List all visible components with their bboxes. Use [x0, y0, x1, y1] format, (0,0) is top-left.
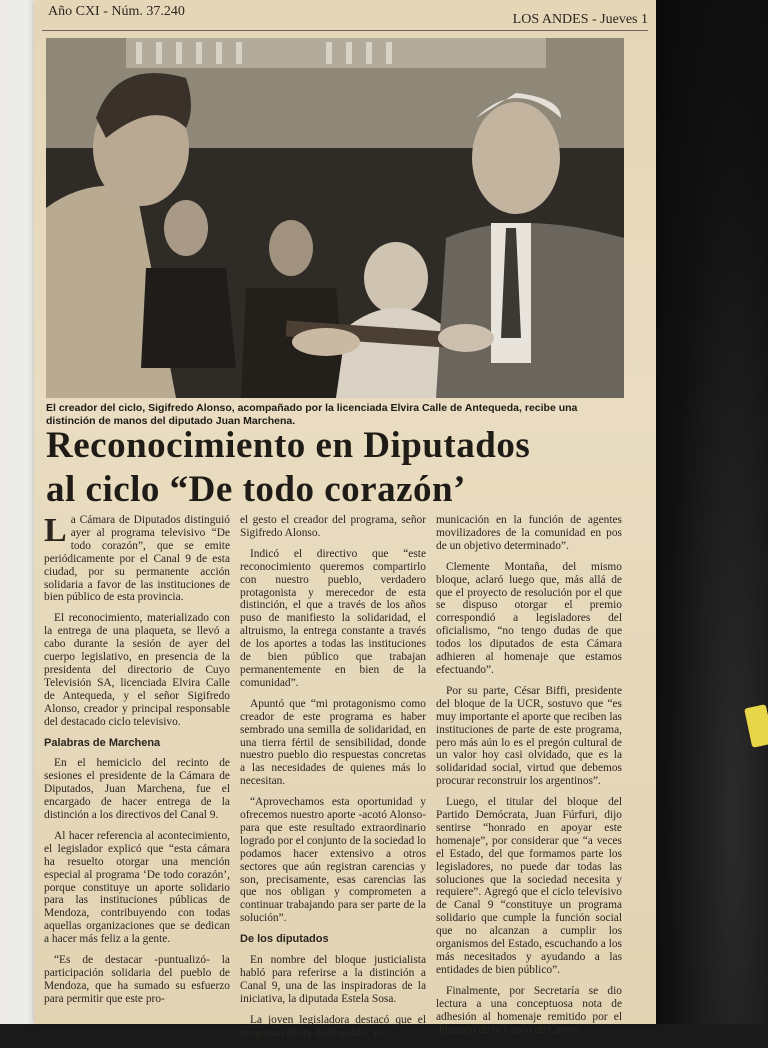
- headline-line-1: Reconocimiento en Diputados: [46, 425, 531, 466]
- paragraph: “Es de destacar -puntualizó- la participación solidaria del pueblo de Mendoza, que ha sumado su esfuerzo para permitir que este pro-: [44, 954, 230, 1005]
- paragraph: [44, 514, 230, 604]
- masthead: [48, 2, 648, 27]
- newspaper-name: LOS ANDES - Jueves 1: [512, 12, 648, 27]
- news-photo: [46, 38, 624, 398]
- article-column-1: [44, 514, 230, 1014]
- dark-background: [655, 0, 768, 1024]
- article-column-3: [436, 514, 622, 1044]
- paragraph: Indicó el directivo que “este reconocimiento queremos compartirlo con nuestro pueblo, verdadero protagonista y merecedor de esta distinción, el que a través de los años puso de manifiesto la solidaridad, el altruismo, la entrega constante a través de los aportes a todas las instituciones de bien público que trabajan permanentemente en bien de la comunidad”.: [240, 547, 426, 689]
- paragraph-text: a Cámara de Diputados distinguió ayer al programa televisivo “De todo corazón”, que se emite periódicamente por el Canal 9 de esta ciudad, por su permanente acción solidaria a favor de las instituciones de bien público de esta provincia.: [44, 514, 230, 604]
- headline: [46, 424, 646, 512]
- paragraph: “Aprovechamos esta oportunidad y ofrecemos nuestro aporte -acotó Alonso- para que este resultado extraordinario logrado por el conjunto de la sociedad lo podamos hacer extensivo a otros sectores que aún registran carencias y son, precisamente, esas carencias las que nos obligan y comprometen a continuar trabajando para ser parte de la solución”.: [240, 796, 426, 925]
- paragraph: Al hacer referencia al acontecimiento, el legislador explicó que “esta cámara ha resuelto otorgar una mención especial al programa ‘De todo corazón’, porque constituye un aporte solidario para las instituciones públicas de Mendoza, contribuyendo con todas aquellas organizaciones que se dedican a hacer más feliz a la gente.: [44, 829, 230, 946]
- paragraph: el gesto el creador del programa, señor Sigifredo Alonso.: [240, 514, 426, 539]
- paragraph: Por su parte, César Biffi, presidente del bloque de la UCR, sostuvo que “es muy importante el aporte que reciben las instituciones de parte de este programa, pero más aún lo es el pregón cultural de un valor hoy casi olvidado, que es la solidaridad social, virtud que debemos procurar reconstruir los argentinos”.: [436, 684, 622, 788]
- paragraph: En nombre del bloque justicialista habló para referirse a la distinción a Canal 9, una de las inspiradoras de la iniciativa, la diputada Estela Sosa.: [240, 954, 426, 1005]
- paragraph: Clemente Montaña, del mismo bloque, aclaró luego que, más allá de que el proyecto de resolución por el que se dispuso otorgar el premio correspondió a legisladores del oficialismo, “no tengo dudas de que todos los diputados de esta Cámara adhieren al homenaje que estamos efectuando”.: [436, 560, 622, 676]
- issue-number: Año CXI - Núm. 37.240: [48, 4, 185, 19]
- subheading: De los diputados: [240, 933, 329, 946]
- paragraph: En el hemiciclo del recinto de sesiones el presidente de la Cámara de Diputados, Juan Marchena, fue el encargado de hacer entrega de la distinción a los directivos del Canal 9.: [44, 757, 230, 822]
- newspaper-clipping: [34, 0, 656, 1039]
- paragraph: municación en la función de agentes movilizadores de la comunidad en pos de un objetivo determinado”.: [436, 514, 622, 552]
- masthead-rule: [42, 30, 648, 31]
- article-body: [44, 512, 644, 1039]
- article-column-2: [240, 514, 426, 1048]
- photo-illustration: [46, 38, 624, 398]
- paragraph: Luego, el titular del bloque del Partido Demócrata, Juan Fúrfuri, dijo sentirse “honrado en apoyar este homenaje”, por considerar que “a veces el Estado, del que formamos parte los legisladores, no puede dar todas las soluciones que la sociedad necesita y requiere”. Agregó que el ciclo televisivo de Canal 9 “constituye un programa solidario que cumple la función social que no alcanzan a cumplir los organismos del Estado, escuchando a los más necesitados y ayudando a las entidades de bien público”.: [436, 796, 622, 976]
- paragraph: La joven legisladora destacó que el programa ahora distinguido “es: [240, 1013, 426, 1039]
- headline-line-2: al ciclo “De todo corazón’: [46, 469, 466, 510]
- paragraph: Finalmente, por Secretaría se dio lectura a una conceptuosa nota de adhesión al homenaje remitido por el diputado de la Unión de Centro: [436, 984, 622, 1036]
- subheading: Palabras de Marchena: [44, 736, 161, 749]
- drop-cap: L: [44, 512, 67, 549]
- paragraph: Apuntó que “mi protagonismo como creador de este programa es haber sembrado una semilla de solidaridad, en una tierra fértil de sensibilidad, donde nuestro pueblo dio respuestas concretas a las necesidades de quienes más lo necesitan.: [240, 697, 426, 788]
- paragraph: El reconocimiento, materializado con la entrega de una plaqueta, se llevó a cabo durante la sesión de ayer del cuerpo legislativo, en presencia de la presidenta del directorio de Cuyo Televisión SA, licenciada Elvira Calle de Antequeda, y el señor Sigifredo Alonso, creador y principal responsable del destacado ciclo televisivo.: [44, 612, 230, 728]
- photo-caption: El creador del ciclo, Sigifredo Alonso, acompañado por la licenciada Elvira Calle de Antequeda, recibe una distinción de manos del diputado Juan Marchena.: [46, 402, 578, 427]
